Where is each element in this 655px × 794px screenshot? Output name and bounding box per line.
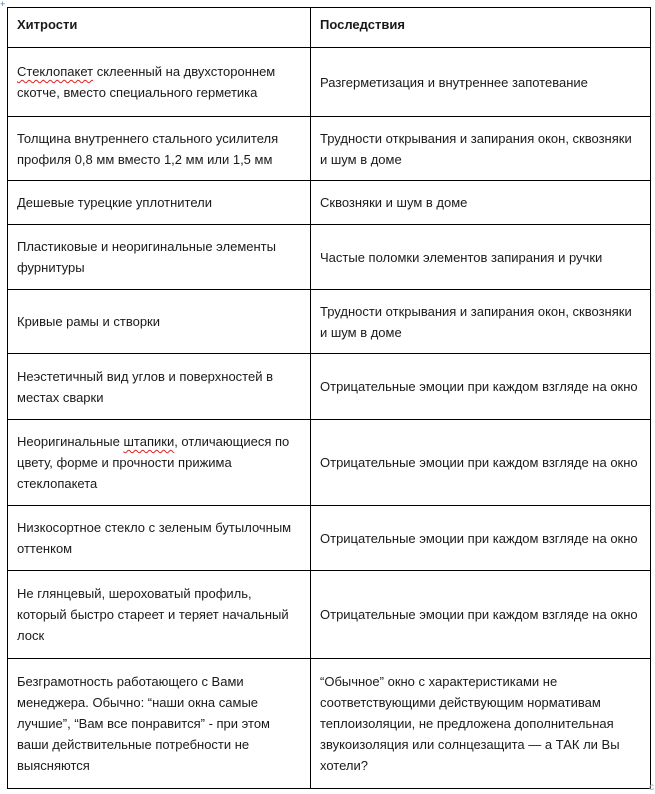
trick-cell[interactable] xyxy=(8,506,311,571)
table-row xyxy=(8,290,651,354)
trick-cell[interactable] xyxy=(8,290,311,354)
trick-text-pre: Пластиковые и неоригинальные элементы фурнитуры xyxy=(17,239,276,275)
consequence-cell[interactable]: Трудности открывания и запирания окон, сквозняки и шум в доме xyxy=(311,117,651,181)
table-row xyxy=(8,659,651,789)
consequence-cell[interactable]: Отрицательные эмоции при каждом взгляде на окно xyxy=(311,420,651,506)
consequence-cell[interactable]: Отрицательные эмоции при каждом взгляде на окно xyxy=(311,506,651,571)
trick-cell[interactable] xyxy=(8,420,311,506)
table-resize-handle-icon[interactable]: c xyxy=(649,782,654,793)
trick-text-pre: Кривые рамы и створки xyxy=(17,314,161,329)
trick-cell[interactable] xyxy=(8,571,311,659)
consequence-cell[interactable]: Трудности открывания и запирания окон, сквозняки и шум в доме xyxy=(311,290,651,354)
trick-text-post: , отличающиеся по цвету, форме и прочности прижима стеклопакета xyxy=(17,434,290,491)
tricks-consequences-table xyxy=(7,7,651,789)
consequence-cell[interactable]: Сквозняки и шум в доме xyxy=(311,181,651,225)
trick-cell[interactable] xyxy=(8,117,311,181)
trick-text-post: склеенный на двухстороннем скотче, вместо специального герметика xyxy=(17,64,276,100)
trick-cell[interactable] xyxy=(8,48,311,117)
trick-text-pre: Неоригинальные xyxy=(17,434,124,449)
trick-cell[interactable] xyxy=(8,659,311,789)
trick-cell[interactable] xyxy=(8,181,311,225)
consequence-cell[interactable]: “Обычное” окно с характеристиками не соответствующими действующим нормативам теплоизоляции, не предложена дополнительная звукоизоляция или солнцезащита — а ТАК ли Вы хотели? xyxy=(311,659,651,789)
table-row xyxy=(8,571,651,659)
table-row xyxy=(8,420,651,506)
table-row xyxy=(8,354,651,420)
trick-cell[interactable] xyxy=(8,225,311,290)
table-header-row xyxy=(8,8,651,48)
trick-text-pre: Неэстетичный вид углов и поверхностей в местах сварки xyxy=(17,368,273,405)
table-row xyxy=(8,225,651,290)
trick-text-pre: Низкосортное стекло с зеленым бутылочным оттенком xyxy=(17,520,292,556)
table-move-handle-icon[interactable]: + xyxy=(0,0,6,9)
consequence-cell[interactable]: Частые поломки элементов запирания и ручки xyxy=(311,225,651,290)
trick-cell[interactable] xyxy=(8,354,311,420)
trick-text-pre: Не глянцевый, шероховатый профиль, который быстро стареет и теряет начальный лоск xyxy=(17,586,289,643)
consequence-cell[interactable]: Разгерметизация и внутреннее запотевание xyxy=(311,48,651,117)
trick-text-pre: Безграмотность работающего с Вами менеджера. Обычно: “наши окна самые лучшие”, “Вам все понравится” - при этом ваши действительные потребности не выясняются xyxy=(17,674,270,773)
spellcheck-marked-word: Стеклопакет xyxy=(17,64,94,79)
consequence-cell[interactable]: Отрицательные эмоции при каждом взгляде на окно xyxy=(311,571,651,659)
trick-text-pre: Дешевые турецкие уплотнители xyxy=(17,195,212,210)
table-row xyxy=(8,506,651,571)
table-row xyxy=(8,48,651,117)
spellcheck-marked-word: штапики xyxy=(123,434,175,449)
trick-text-pre: Толщина внутреннего стального усилителя профиля 0,8 мм вместо 1,2 мм или 1,5 мм xyxy=(17,130,279,167)
table-row xyxy=(8,117,651,181)
consequence-cell[interactable]: Отрицательные эмоции при каждом взгляде на окно xyxy=(311,354,651,420)
table-row xyxy=(8,181,651,225)
header-tricks: Хитрости xyxy=(8,8,311,48)
header-consequences: Последствия xyxy=(311,8,651,48)
